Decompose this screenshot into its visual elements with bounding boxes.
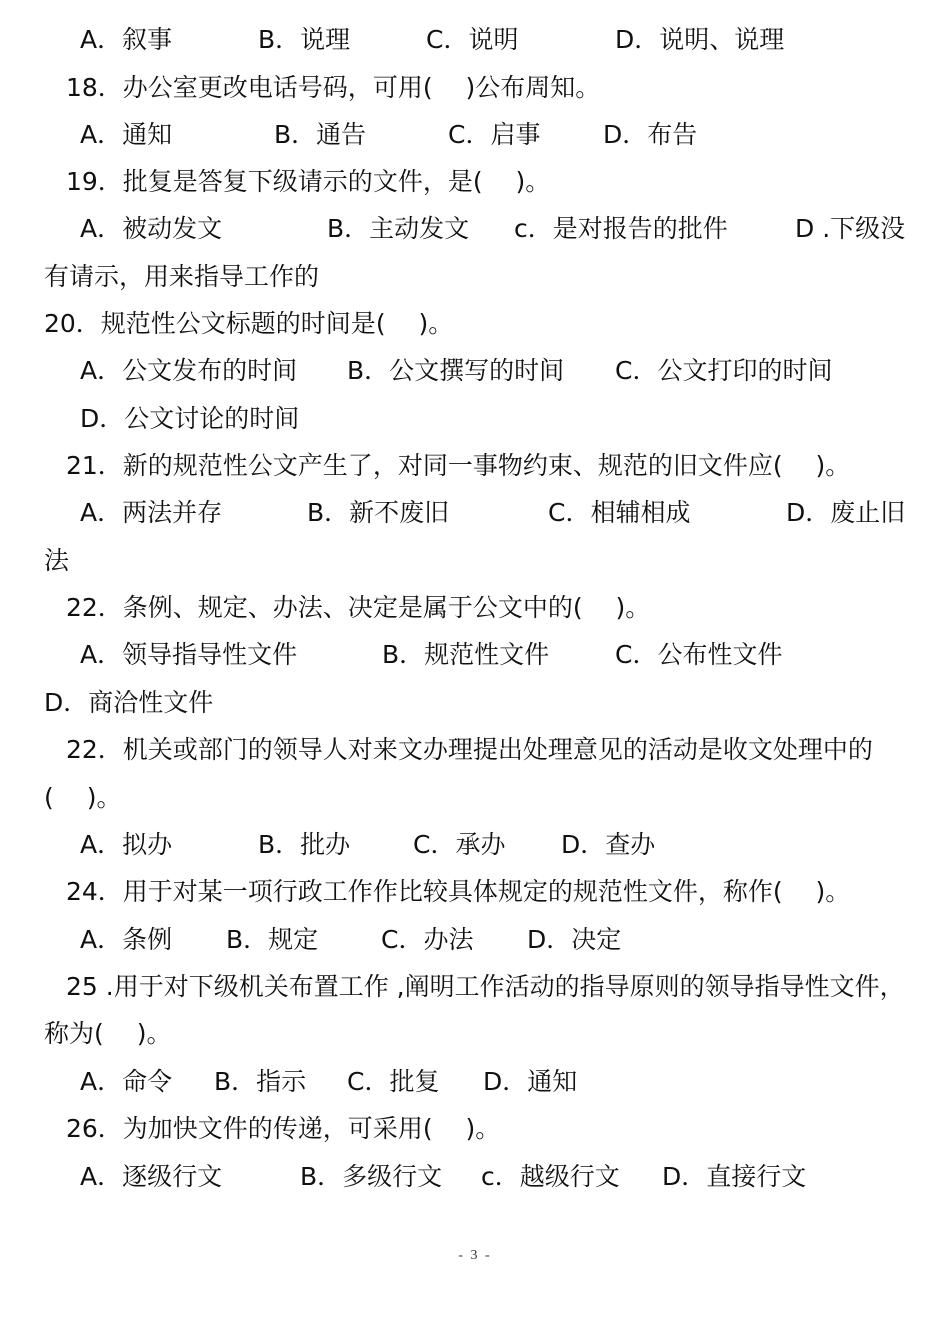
- q24-option-c: C．办法: [381, 925, 474, 954]
- q20-option-b: B．公文撰写的时间: [347, 356, 565, 385]
- q22b-option-c: C．承办: [413, 830, 506, 859]
- page-number: - 3 -: [458, 1248, 492, 1263]
- q20-option-c: C．公文打印的时间: [615, 356, 833, 385]
- q17-option-a: A．叙事: [80, 25, 173, 54]
- q21-option-c: C．相辅相成: [548, 498, 691, 527]
- q21-option-a: A．两法并存: [80, 498, 223, 527]
- q19-option-c: c．是对报告的批件: [514, 214, 728, 243]
- q22b-stem-continuation: ( )。: [44, 783, 122, 812]
- q22b-option-b: B．批办: [258, 830, 351, 859]
- q24-option-b: B．规定: [226, 925, 319, 954]
- q26-stem: 26．为加快文件的传递，可采用( )。: [66, 1114, 501, 1143]
- q26-option-a: A．逐级行文: [80, 1162, 223, 1191]
- q18-option-a: A．通知: [80, 120, 173, 149]
- q24-stem: 24．用于对某一项行政工作作比较具体规定的规范性文件，称作( )。: [66, 877, 851, 906]
- q25-stem: 25 .用于对下级机关布置工作 ,阐明工作活动的指导原则的领导指导性文件，: [66, 972, 905, 1001]
- q24-option-d: D．决定: [527, 925, 622, 954]
- q22a-continuation: D．商洽性文件: [44, 688, 214, 717]
- q24-option-a: A．条例: [80, 925, 173, 954]
- q25-option-a: A．命令: [80, 1067, 173, 1096]
- q17-option-b: B．说理: [258, 25, 351, 54]
- q20-option-a: A．公文发布的时间: [80, 356, 298, 385]
- q17-option-c: C．说明: [426, 25, 519, 54]
- q22a-option-c: C．公布性文件: [615, 640, 783, 669]
- q26-option-b: B．多级行文: [300, 1162, 443, 1191]
- q18-option-c: C．启事: [448, 120, 541, 149]
- q21-stem: 21．新的规范性公文产生了，对同一事物约束、规范的旧文件应( )。: [66, 451, 851, 480]
- q17-option-d: D．说明、说理: [615, 25, 785, 54]
- q26-option-d: D．直接行文: [662, 1162, 807, 1191]
- q19-option-a: A．被动发文: [80, 214, 223, 243]
- q25-option-c: C．批复: [347, 1067, 440, 1096]
- q20-option-d: D．公文讨论的时间: [80, 404, 300, 433]
- q20-stem: 20．规范性公文标题的时间是( )。: [44, 309, 454, 338]
- q21-option-b: B．新不废旧: [307, 498, 450, 527]
- q22b-option-a: A．拟办: [80, 830, 173, 859]
- q21-continuation: 法: [44, 546, 70, 575]
- q22a-option-b: B．规范性文件: [382, 640, 550, 669]
- q19-continuation: 有请示，用来指导工作的: [44, 262, 320, 291]
- q18-stem: 18．办公室更改电话号码，可用( )公布周知。: [66, 73, 601, 102]
- q22b-option-d: D．查办: [561, 830, 656, 859]
- q18-option-b: B．通告: [274, 120, 367, 149]
- q22a-stem: 22．条例、规定、办法、决定是属于公文中的( )。: [66, 593, 651, 622]
- q25-option-b: B．指示: [214, 1067, 307, 1096]
- q25-stem-continuation: 称为( )。: [44, 1019, 172, 1048]
- q19-option-d: D .下级没: [795, 214, 906, 243]
- q22b-stem: 22．机关或部门的领导人对来文办理提出处理意见的活动是收文处理中的: [66, 735, 873, 764]
- q21-option-d: D．废止旧: [786, 498, 906, 527]
- q19-option-b: B．主动发文: [327, 214, 470, 243]
- q22a-option-a: A．领导指导性文件: [80, 640, 298, 669]
- q25-option-d: D．通知: [483, 1067, 578, 1096]
- q26-option-c: c．越级行文: [481, 1162, 620, 1191]
- q18-option-d: D．布告: [603, 120, 698, 149]
- q19-stem: 19．批复是答复下级请示的文件，是( )。: [66, 167, 551, 196]
